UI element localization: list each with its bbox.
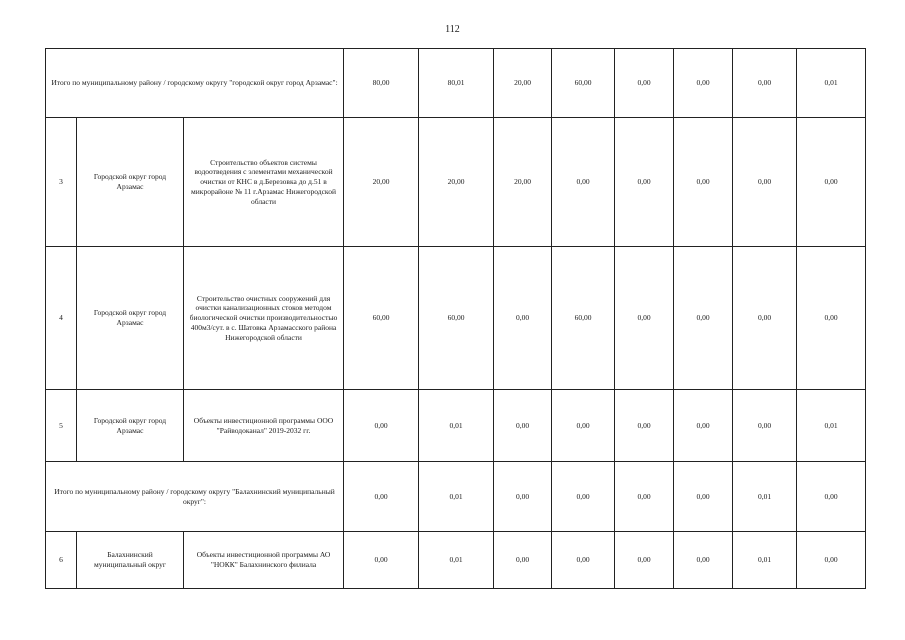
- municipality-cell: Городской округ город Арзамас: [77, 247, 184, 390]
- value-cell: 0,00: [733, 118, 797, 247]
- value-cell: 0,00: [615, 390, 674, 462]
- item-row: [46, 247, 866, 390]
- value-cell: 0,00: [494, 390, 552, 462]
- object-cell: Объекты инвестиционной программы АО "НОКК" Балахнинского филиала: [184, 532, 344, 589]
- value-cell: 0,00: [552, 532, 615, 589]
- municipality-cell: Балахнинский муниципальный округ: [77, 532, 184, 589]
- object-cell: Строительство очистных сооружений для очистки канализационных стоков методом биологической очистки производительностью 400м3/сут. в с. Шатовка Арзамасского района Нижегородской области: [184, 247, 344, 390]
- value-cell: 0,01: [419, 462, 494, 532]
- value-cell: 0,00: [797, 532, 866, 589]
- value-cell: 0,00: [615, 49, 674, 118]
- value-cell: 0,00: [344, 462, 419, 532]
- value-cell: 0,00: [615, 532, 674, 589]
- value-cell: 20,00: [344, 118, 419, 247]
- value-cell: 0,00: [797, 247, 866, 390]
- page-number: 112: [445, 24, 460, 35]
- total-label: Итого по муниципальному району / городскому округу "городской округ город Арзамас":: [46, 49, 344, 118]
- row-index: 5: [46, 390, 77, 462]
- value-cell: 0,00: [797, 118, 866, 247]
- value-cell: 0,00: [674, 462, 733, 532]
- value-cell: 0,01: [419, 532, 494, 589]
- value-cell: 0,00: [733, 390, 797, 462]
- value-cell: 0,00: [552, 118, 615, 247]
- value-cell: 20,00: [419, 118, 494, 247]
- value-cell: 0,00: [344, 390, 419, 462]
- total-label: Итого по муниципальному району / городскому округу "Балахнинский муниципальный округ":: [46, 462, 344, 532]
- object-cell: Строительство объектов системы водоотведения с элементами механической очистки от КНС в д.Березовка до д.51 в микрорайоне № 11 г.Арзамас Нижегородской области: [184, 118, 344, 247]
- municipality-cell: Городской округ город Арзамас: [77, 118, 184, 247]
- investment-table: [45, 48, 866, 589]
- value-cell: 60,00: [344, 247, 419, 390]
- value-cell: 80,00: [344, 49, 419, 118]
- value-cell: 0,00: [674, 247, 733, 390]
- value-cell: 60,00: [552, 247, 615, 390]
- value-cell: 0,00: [615, 118, 674, 247]
- object-cell: Объекты инвестиционной программы ООО "Райводоканал" 2019-2032 гг.: [184, 390, 344, 462]
- value-cell: 0,00: [674, 49, 733, 118]
- value-cell: 80,01: [419, 49, 494, 118]
- table-body: [46, 49, 866, 589]
- value-cell: 0,00: [615, 462, 674, 532]
- value-cell: 0,00: [733, 49, 797, 118]
- total-row: [46, 462, 866, 532]
- value-cell: 0,00: [674, 118, 733, 247]
- row-index: 3: [46, 118, 77, 247]
- total-row: [46, 49, 866, 118]
- value-cell: 0,00: [552, 390, 615, 462]
- item-row: [46, 118, 866, 247]
- value-cell: 0,01: [733, 532, 797, 589]
- value-cell: 0,01: [419, 390, 494, 462]
- value-cell: 0,00: [674, 532, 733, 589]
- value-cell: 20,00: [494, 49, 552, 118]
- value-cell: 0,00: [674, 390, 733, 462]
- value-cell: 0,00: [344, 532, 419, 589]
- value-cell: 0,00: [494, 462, 552, 532]
- municipality-cell: Городской округ город Арзамас: [77, 390, 184, 462]
- value-cell: 60,00: [419, 247, 494, 390]
- item-row: [46, 390, 866, 462]
- row-index: 4: [46, 247, 77, 390]
- value-cell: 0,00: [733, 247, 797, 390]
- value-cell: 0,01: [797, 390, 866, 462]
- value-cell: 0,01: [733, 462, 797, 532]
- value-cell: 0,00: [615, 247, 674, 390]
- item-row: [46, 532, 866, 589]
- row-index: 6: [46, 532, 77, 589]
- value-cell: 20,00: [494, 118, 552, 247]
- value-cell: 60,00: [552, 49, 615, 118]
- value-cell: 0,00: [797, 462, 866, 532]
- value-cell: 0,00: [494, 532, 552, 589]
- value-cell: 0,00: [552, 462, 615, 532]
- value-cell: 0,00: [494, 247, 552, 390]
- value-cell: 0,01: [797, 49, 866, 118]
